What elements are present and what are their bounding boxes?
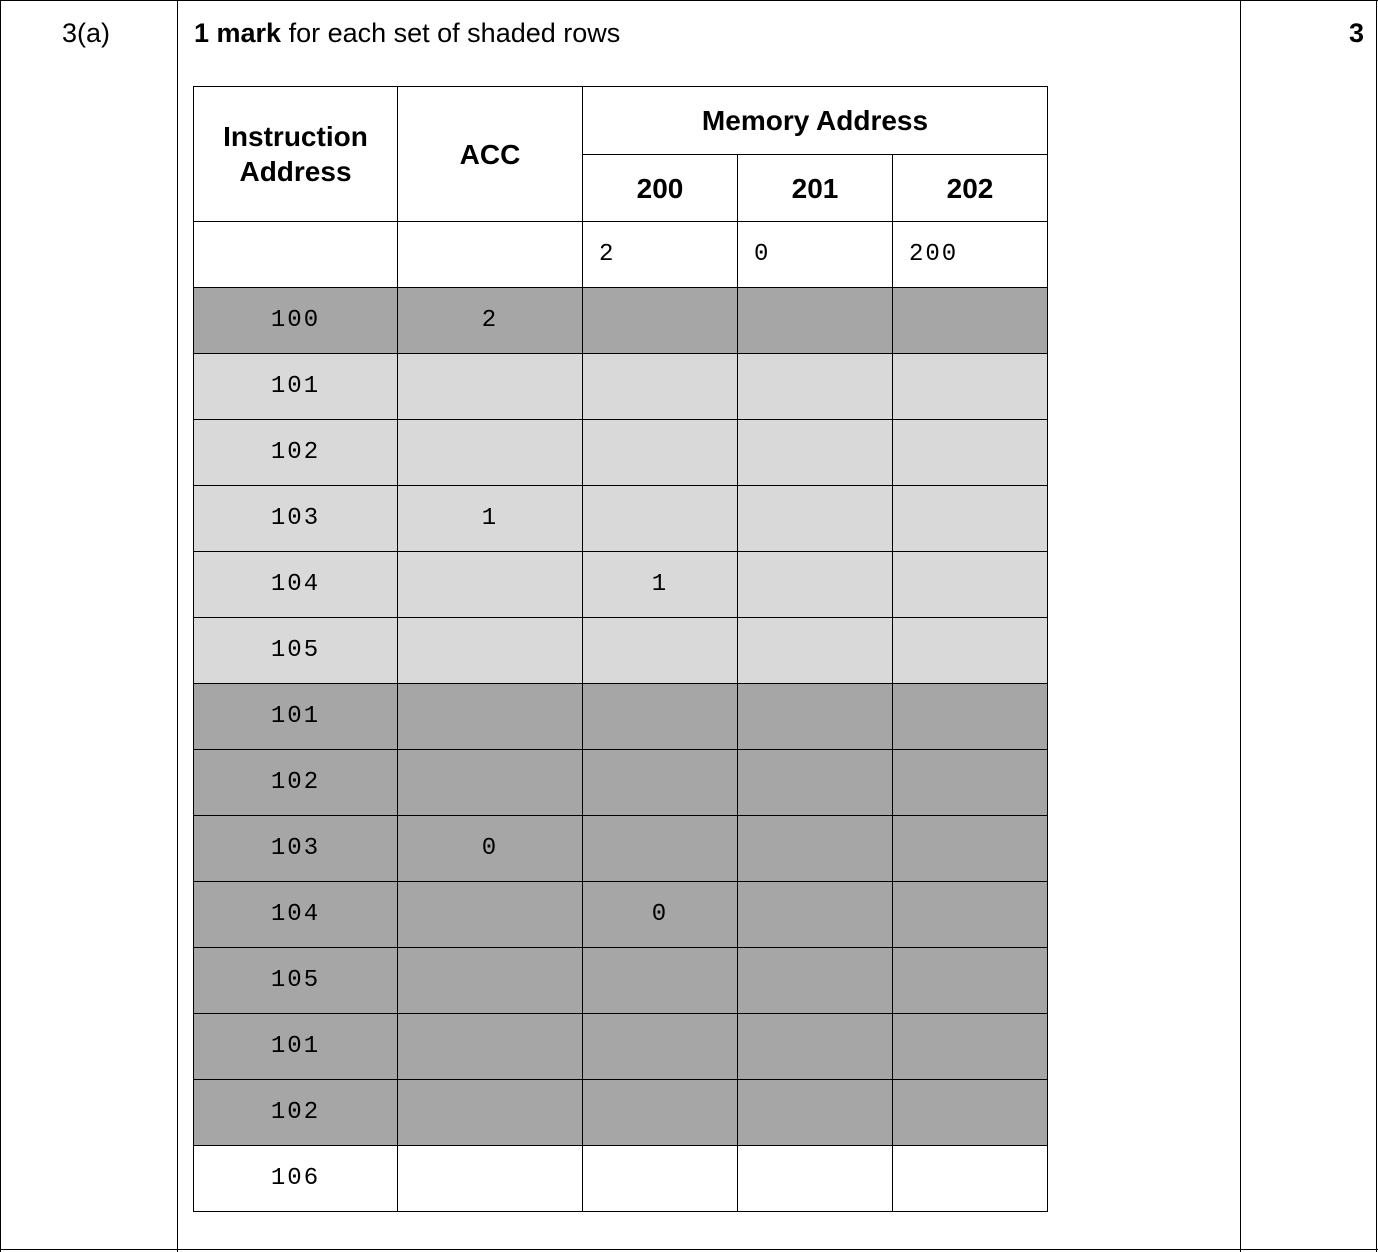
cell-mem-200: 1 xyxy=(583,552,738,618)
question-number: 3(a) xyxy=(62,18,111,48)
cell-mem-202 xyxy=(893,684,1048,750)
header-mem-202: 202 xyxy=(893,155,1048,222)
header-mem-200: 200 xyxy=(583,155,738,222)
trace-row xyxy=(194,684,1048,750)
cell-instruction-address: 105 xyxy=(194,948,398,1014)
cell-instruction-address: 102 xyxy=(194,420,398,486)
trace-table xyxy=(193,86,1048,1212)
cell-mem-202 xyxy=(893,816,1048,882)
cell-acc xyxy=(398,420,583,486)
cell-mem-202 xyxy=(893,486,1048,552)
cell-mem-201 xyxy=(738,354,893,420)
cell-mem-202: 200 xyxy=(893,222,1048,288)
cell-instruction-address: 101 xyxy=(194,354,398,420)
trace-row xyxy=(194,420,1048,486)
trace-row xyxy=(194,288,1048,354)
cell-instruction-address: 106 xyxy=(194,1146,398,1212)
cell-mem-202 xyxy=(893,1146,1048,1212)
instruction-bold: 1 mark xyxy=(194,18,282,48)
cell-acc xyxy=(398,948,583,1014)
cell-acc: 1 xyxy=(398,486,583,552)
trace-row xyxy=(194,1014,1048,1080)
cell-mem-200 xyxy=(583,1080,738,1146)
cell-instruction-address: 102 xyxy=(194,1080,398,1146)
cell-mem-200 xyxy=(583,288,738,354)
cell-mem-200 xyxy=(583,1014,738,1080)
cell-acc: 0 xyxy=(398,816,583,882)
frame-right-border xyxy=(1376,0,1377,1252)
header-mem-201: 201 xyxy=(738,155,893,222)
cell-mem-201 xyxy=(738,552,893,618)
cell-instruction-address: 103 xyxy=(194,486,398,552)
trace-row xyxy=(194,552,1048,618)
cell-instruction-address xyxy=(194,222,398,288)
cell-mem-202 xyxy=(893,1080,1048,1146)
header-instruction-address: Instruction Address xyxy=(194,87,398,222)
frame-bottom-border xyxy=(0,1249,1378,1250)
question-column-divider xyxy=(177,0,178,1252)
cell-mem-201 xyxy=(738,750,893,816)
trace-row xyxy=(194,882,1048,948)
cell-acc xyxy=(398,750,583,816)
trace-row xyxy=(194,1080,1048,1146)
cell-instruction-address: 101 xyxy=(194,684,398,750)
cell-mem-201 xyxy=(738,1146,893,1212)
cell-mem-200 xyxy=(583,750,738,816)
cell-acc xyxy=(398,618,583,684)
cell-mem-201 xyxy=(738,684,893,750)
cell-mem-201 xyxy=(738,1080,893,1146)
cell-acc xyxy=(398,1014,583,1080)
cell-mem-201 xyxy=(738,420,893,486)
cell-acc xyxy=(398,222,583,288)
cell-mem-200 xyxy=(583,420,738,486)
cell-mem-202 xyxy=(893,1014,1048,1080)
cell-mem-202 xyxy=(893,750,1048,816)
cell-mem-200 xyxy=(583,684,738,750)
cell-acc xyxy=(398,882,583,948)
cell-mem-202 xyxy=(893,948,1048,1014)
cell-mem-200 xyxy=(583,618,738,684)
cell-mem-202 xyxy=(893,420,1048,486)
cell-mem-200 xyxy=(583,354,738,420)
trace-row xyxy=(194,354,1048,420)
trace-row xyxy=(194,618,1048,684)
header-memory-address: Memory Address xyxy=(583,87,1048,155)
cell-instruction-address: 104 xyxy=(194,882,398,948)
cell-instruction-address: 103 xyxy=(194,816,398,882)
frame-left-border xyxy=(0,0,1,1252)
cell-mem-201 xyxy=(738,288,893,354)
marks-column-divider xyxy=(1240,0,1241,1252)
cell-mem-201 xyxy=(738,948,893,1014)
cell-mem-200 xyxy=(583,1146,738,1212)
cell-mem-200 xyxy=(583,948,738,1014)
cell-mem-200 xyxy=(583,816,738,882)
frame-top-border xyxy=(0,0,1378,1)
cell-acc xyxy=(398,354,583,420)
marking-instruction xyxy=(194,18,620,49)
initial-values-row xyxy=(194,222,1048,288)
trace-row xyxy=(194,486,1048,552)
cell-mem-201: 0 xyxy=(738,222,893,288)
marks-value: 3 xyxy=(1348,18,1364,48)
cell-mem-202 xyxy=(893,354,1048,420)
cell-instruction-address: 100 xyxy=(194,288,398,354)
trace-row xyxy=(194,948,1048,1014)
cell-mem-201 xyxy=(738,816,893,882)
cell-mem-201 xyxy=(738,486,893,552)
cell-acc xyxy=(398,552,583,618)
cell-instruction-address: 102 xyxy=(194,750,398,816)
instruction-text: for each set of shaded rows xyxy=(281,18,621,48)
cell-mem-200: 2 xyxy=(583,222,738,288)
trace-row xyxy=(194,816,1048,882)
cell-mem-201 xyxy=(738,618,893,684)
cell-mem-200 xyxy=(583,486,738,552)
cell-mem-202 xyxy=(893,882,1048,948)
trace-row xyxy=(194,1146,1048,1212)
trace-table-body xyxy=(194,222,1048,1212)
cell-instruction-address: 104 xyxy=(194,552,398,618)
cell-mem-201 xyxy=(738,882,893,948)
cell-instruction-address: 101 xyxy=(194,1014,398,1080)
cell-acc xyxy=(398,1080,583,1146)
trace-row xyxy=(194,750,1048,816)
cell-mem-201 xyxy=(738,1014,893,1080)
cell-mem-200: 0 xyxy=(583,882,738,948)
cell-acc xyxy=(398,1146,583,1212)
cell-mem-202 xyxy=(893,288,1048,354)
cell-mem-202 xyxy=(893,552,1048,618)
header-acc: ACC xyxy=(398,87,583,222)
cell-acc: 2 xyxy=(398,288,583,354)
cell-mem-202 xyxy=(893,618,1048,684)
cell-instruction-address: 105 xyxy=(194,618,398,684)
cell-acc xyxy=(398,684,583,750)
